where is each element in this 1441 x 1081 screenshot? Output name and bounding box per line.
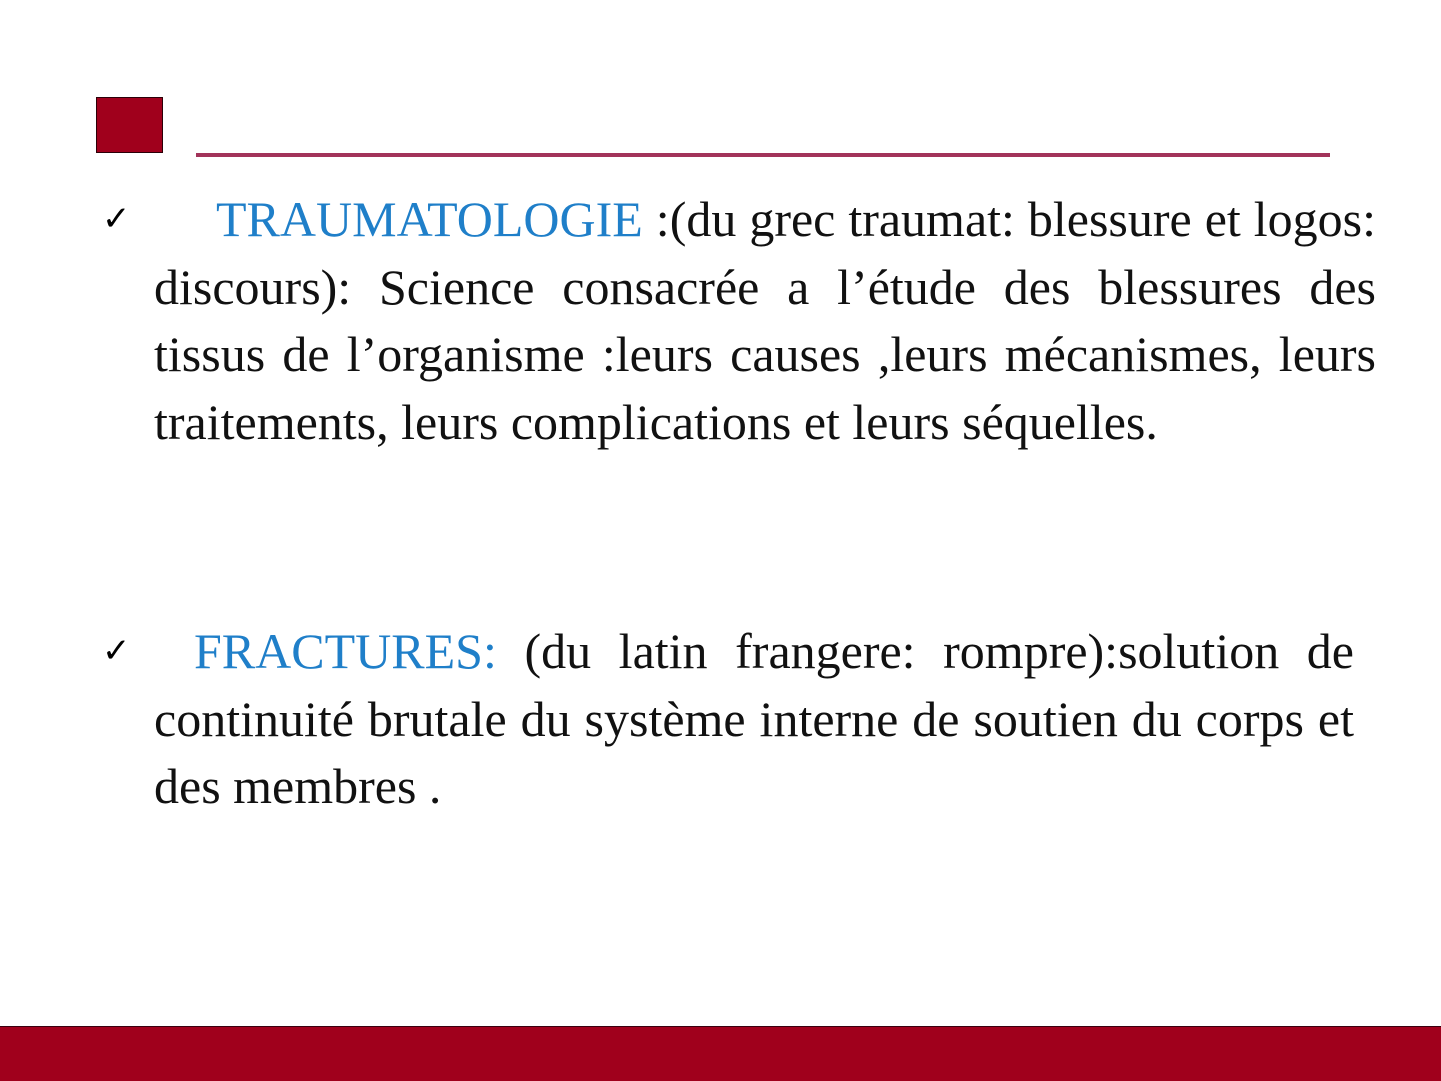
term-fractures: FRACTURES:	[194, 623, 497, 679]
term-traumatologie: TRAUMATOLOGIE	[216, 191, 643, 247]
title-underline-rule	[196, 153, 1330, 157]
bullet-paragraph	[154, 618, 1354, 821]
definition-fractures: (du latin frangere: rompre):solution de continuité brutale du système interne de soutien du corps et des membres .	[154, 623, 1354, 814]
bullet-traumatologie	[96, 186, 1376, 456]
bullet-paragraph	[154, 186, 1376, 456]
title-accent-square	[96, 97, 163, 153]
checkmark-icon: ✓	[102, 199, 131, 239]
bullet-fractures	[96, 618, 1376, 821]
footer-bar	[0, 1026, 1441, 1081]
checkmark-icon: ✓	[102, 631, 131, 671]
definition-traumatologie: :(du grec traumat: blessure et logos: discours): Science consacrée a l’étude des blessures des tissus de l’organisme :leurs causes ,leurs mécanismes, leurs traitements, leurs complications et leurs séquelles.	[154, 191, 1376, 450]
